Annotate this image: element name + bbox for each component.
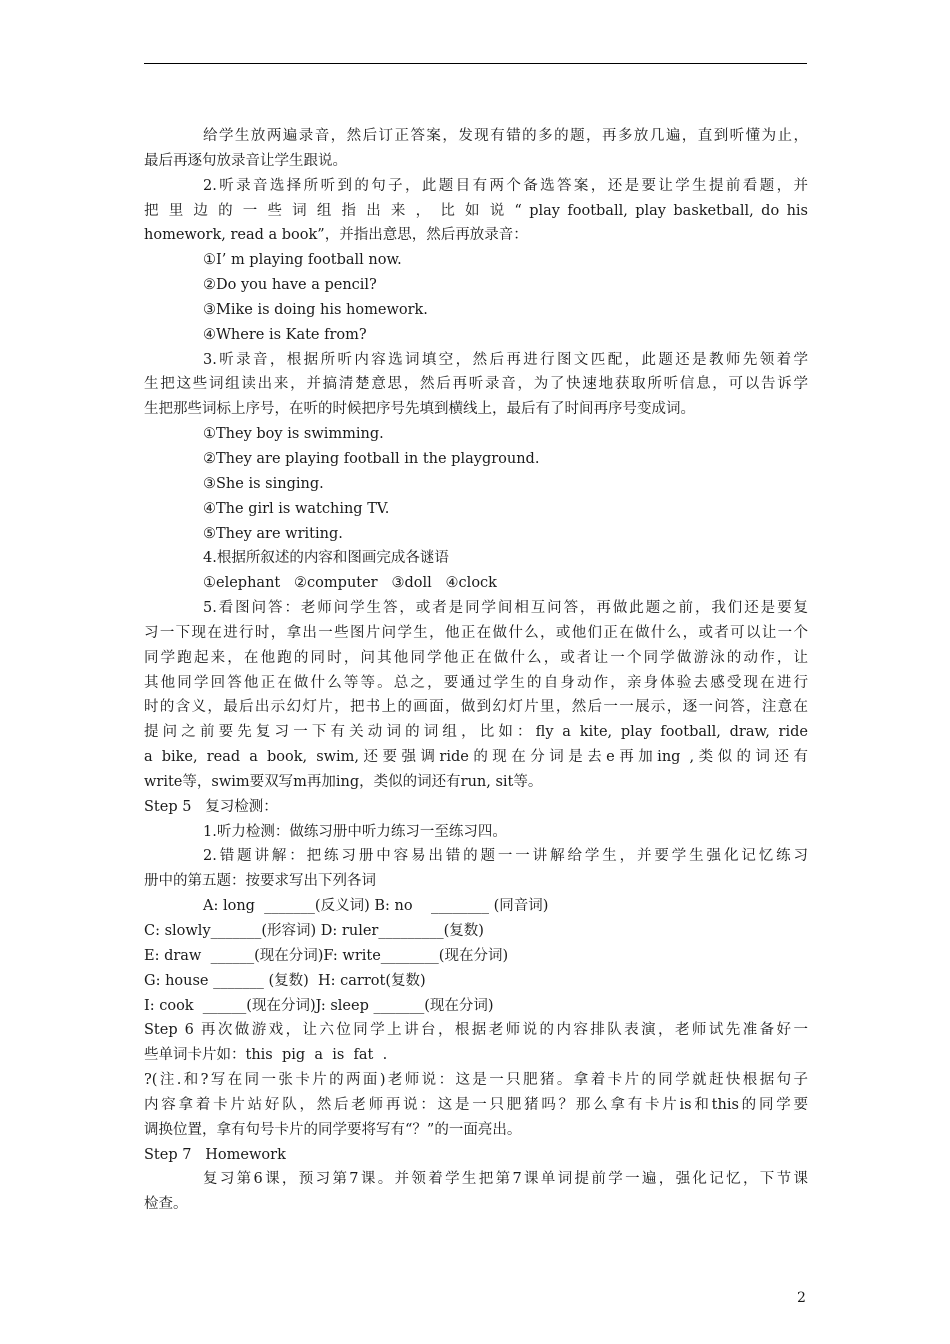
text-line: 把 里 边 的 一 些 词 组 指 出 来 ， 比 如 说 “ play football, play basketball, do his xyxy=(144,202,808,219)
text-line: 册中的第五题：按要求写出下列各词 xyxy=(144,873,376,890)
text-line: Step 7 Homework xyxy=(144,1146,286,1163)
text-line: ④The girl is watching TV. xyxy=(203,500,390,517)
text-line: homework, read a book”，并指出意思，然后再放录音： xyxy=(144,227,528,244)
text-line: 时的含义，最后出示幻灯片，把书上的画面，做到幻灯片里，然后一一展示，逐一问答，注意在 xyxy=(144,699,808,716)
text-line: ⑤They are writing. xyxy=(203,525,343,542)
text-line: ①I’ m playing football now. xyxy=(203,252,402,269)
text-line: 生把这些词组读出来，并搞清楚意思，然后再听录音，为了快速地获取所听信息，可以告诉学 xyxy=(144,376,808,393)
text-line: E: draw ______(现在分词)F: write________(现在分词) xyxy=(144,947,509,964)
text-line: C: slowly_______(形容词) D: ruler_________(复数) xyxy=(144,923,484,939)
text-line: ①They boy is swimming. xyxy=(203,426,384,443)
text-line: ?(注.和?写在同一张卡片的两面)老师说：这是一只肥猪。拿着卡片的同学就赶快根据句子 xyxy=(144,1072,808,1089)
text-line: 复习第6课，预习第7课。并领着学生把第7课单词提前学一遍，强化记忆，下节课 xyxy=(203,1171,808,1188)
text-line: A: long _______(反义词) B: no ________ (同音词) xyxy=(203,898,549,915)
text-line: 其他同学回答他正在做什么等等。总之，要通过学生的自身动作，亲身体验去感受现在进行 xyxy=(144,674,808,691)
text-line: 生把那些词标上序号，在听的时候把序号先填到横线上，最后有了时间再序号变成词。 xyxy=(144,401,695,418)
page-number: 2 xyxy=(797,1290,806,1306)
text-line: 些单词卡片如：this pig a is fat . xyxy=(144,1047,388,1064)
text-line: 习一下现在进行时，拿出一些图片问学生，他正在做什么，或他们正在做什么，或者可以让一个 xyxy=(144,624,808,641)
header-rule xyxy=(144,63,807,64)
text-line: 调换位置，拿有句号卡片的同学要将写有“？”的一面亮出。 xyxy=(144,1121,522,1138)
text-line: ③She is singing. xyxy=(203,475,324,492)
text-line: ①elephant ②computer ③doll ④clock xyxy=(203,575,497,592)
text-line: 提问之前要先复习一下有关动词的词组，比如：fly a kite, play football, draw, ride xyxy=(144,724,808,741)
text-line: 检查。 xyxy=(144,1196,188,1213)
text-line: ④Where is Kate from? xyxy=(203,326,367,343)
text-line: 内容拿着卡片站好队，然后老师再说：这是一只肥猪吗？那么拿有卡片is和this的同学要 xyxy=(144,1096,808,1113)
text-line: ②Do you have a pencil? xyxy=(203,277,377,294)
text-line: ②They are playing football in the playground. xyxy=(203,450,540,467)
text-line: write等，swim要双写m再加ing，类似的词还有run, sit等。 xyxy=(144,773,543,790)
text-line: 2.错题讲解：把练习册中容易出错的题一一讲解给学生，并要学生强化记忆练习 xyxy=(203,848,808,865)
text-line: 给学生放两遍录音，然后订正答案，发现有错的多的题，再多放几遍，直到听懂为止， xyxy=(203,128,808,144)
text-line: 1.听力检测：做练习册中听力练习一至练习四。 xyxy=(203,823,507,840)
text-line: 2.听录音选择所听到的句子，此题目有两个备选答案，还是要让学生提前看题，并 xyxy=(203,177,808,194)
text-line: 最后再逐句放录音让学生跟说。 xyxy=(144,152,347,169)
text-line: Step 5 复习检测： xyxy=(144,798,278,815)
text-line: 3.听录音，根据所听内容选词填空，然后再进行图文匹配，此题还是教师先领着学 xyxy=(203,351,808,368)
text-line: G: house _______ (复数) H: carrot(复数) xyxy=(144,972,426,989)
text-line: Step 6 再次做游戏，让六位同学上讲台，根据老师说的内容排队表演，老师试先准备好一 xyxy=(144,1022,808,1039)
document-body xyxy=(144,124,808,1217)
text-line: a bike, read a book, swim,还要强调ride的现在分词是去e再加ing ,类似的词还有 xyxy=(144,749,808,766)
text-line: 同学跑起来，在他跑的同时，问其他同学他正在做什么，或者让一个同学做游泳的动作，让 xyxy=(144,649,808,666)
text-line: I: cook ______(现在分词)J: sleep _______(现在分词) xyxy=(144,997,494,1014)
text-line: 4.根据所叙述的内容和图画完成各谜语 xyxy=(203,550,449,567)
text-line: ③Mike is doing his homework. xyxy=(203,301,428,318)
text-line: 5.看图问答：老师问学生答，或者是同学间相互问答，再做此题之前，我们还是要复 xyxy=(203,600,808,617)
